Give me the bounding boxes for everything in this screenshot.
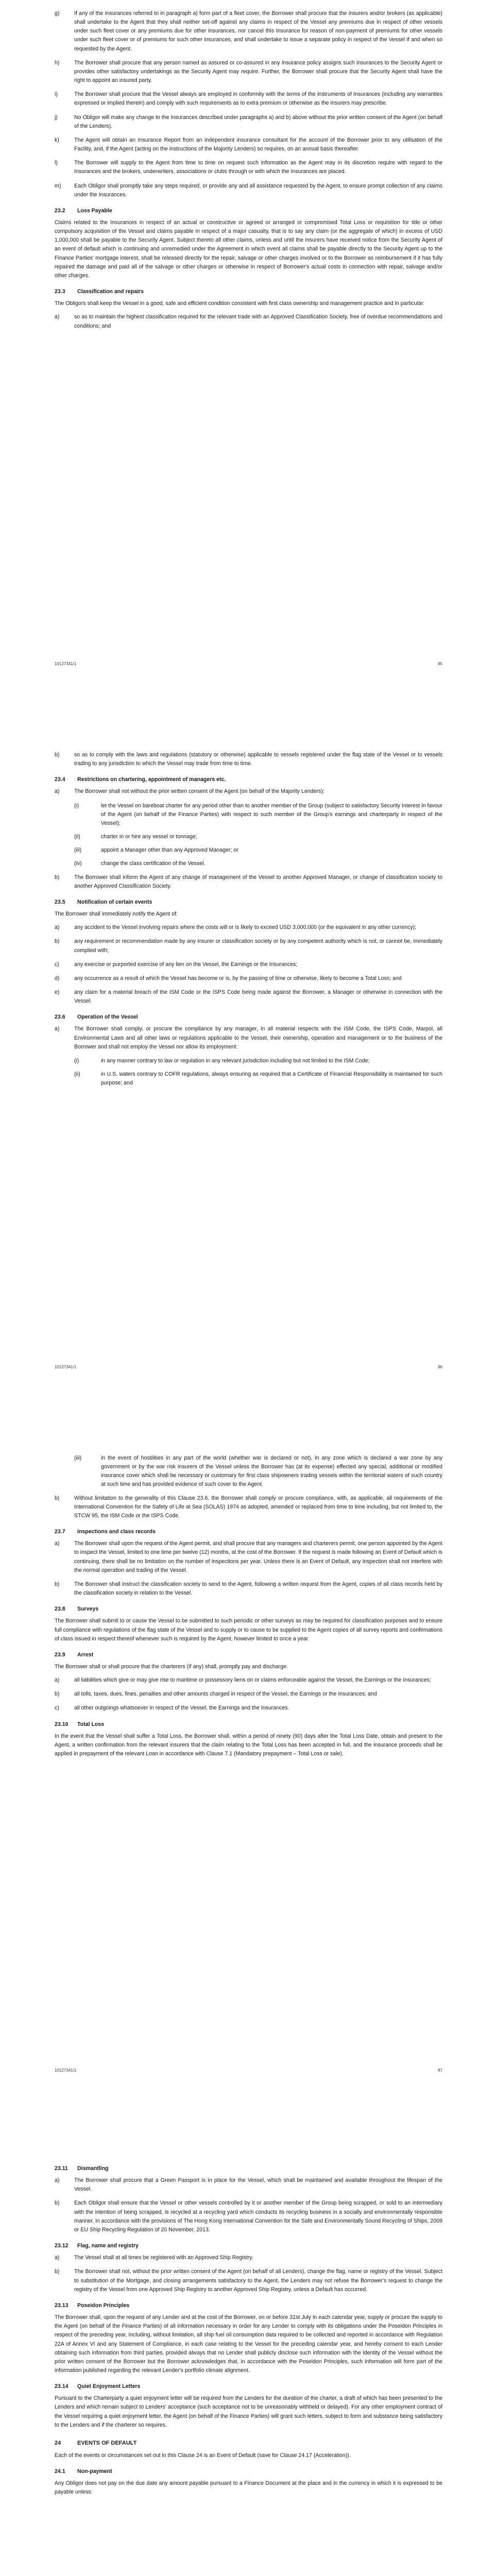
document-page	[0, 0, 497, 703]
section-heading-text: Surveys	[77, 1606, 99, 1613]
section-heading	[55, 207, 442, 215]
page-content	[55, 9, 442, 331]
paragraph: The Borrower shall immediately notify the Agent of:	[55, 911, 178, 918]
clause-item-number: a)	[55, 924, 60, 931]
section-heading	[55, 775, 442, 784]
clause-item-number: b)	[55, 2268, 60, 2275]
clause-item	[55, 90, 442, 108]
clause-item	[55, 1690, 442, 1699]
section-heading-number: 23.14	[55, 2383, 68, 2390]
clause-item	[55, 1676, 442, 1685]
sub-clause-item-number: (ii)	[74, 834, 80, 840]
clause-item	[55, 988, 442, 1006]
clause-item-number: c)	[55, 961, 59, 968]
section-heading-number: 23.11	[55, 2165, 68, 2172]
clause-item-number: e)	[55, 989, 60, 995]
clause-item	[55, 2267, 442, 2294]
clause-item-number: b)	[55, 938, 60, 945]
sub-clause-item-number: (iii)	[74, 847, 82, 854]
clause-item	[55, 9, 442, 54]
footer-reference: 10127341/1	[55, 2068, 77, 2073]
chapter-heading-text: EVENTS OF DEFAULT	[77, 2439, 137, 2446]
paragraph: The Borrower shall or shall procure that the charterers (if any) shall, promptly pay and discharge:	[55, 1663, 288, 1670]
clause-item	[55, 113, 442, 131]
sub-clause-item-number: (ii)	[74, 1071, 80, 1078]
clause-item	[55, 182, 442, 199]
clause-item-text: Without limitation to the generality of this Clause 23.6, the Borrower shall comply or procure compliance, with, as applicable, all requirements of the International Convention for the Safety of Life at Sea (SOLAS) 1974 as adopted, amended or replaced from time to time including, but not limited to, the STCW 95, the ISM Code or the ISPS Code.	[74, 1495, 442, 1519]
section-heading	[55, 287, 442, 296]
footer-reference: 10127341/1	[55, 1365, 77, 1369]
section-heading-number: 23.5	[55, 899, 65, 905]
page-number: 87	[438, 2068, 442, 2073]
section-heading	[55, 2242, 442, 2250]
section-heading	[55, 2301, 442, 2310]
paragraph: Claims related to the Insurances in respect of an actual or constructive or agreed or arranged or compromised Total Loss or requisition for title or other compulsory acquisition of the Vessel and claims payable in respect of a major casualty, that is to say any claim (or the aggregate of which) in excess of USD 1,000,000 shall be payable to the Security Agent. Subject thereto all other claims, unless and until the insurers have received notice from the Security Agent of an event of default which is continuing and unremedied under the Agreement in which event all claims shall be payable directly to the Security Agent up to the Finance Parties' mortgage interest, shall be released directly for the repair, salvage or other charges involved or to the Borrower as reimbursement if it has fully repaired the damage and paid all of the salvage or other charges or otherwise in respect of Borrower's actual costs in connection with repair, salvage and/or other charges.	[55, 219, 442, 279]
section-heading-number: 23.12	[55, 2243, 68, 2249]
sub-clause-item	[74, 1057, 442, 1065]
clause-item	[55, 136, 442, 154]
clause-item-text: all other outgoings whatsoever in respect of the Vessel, the Earnings and the Insurances.	[74, 1705, 289, 1711]
sub-clause-item-number: (iii)	[74, 1455, 82, 1461]
section-heading	[55, 1013, 442, 1022]
clause-item-number: a)	[55, 1026, 60, 1032]
clause-item-text: The Borrower shall procure that any person named as assured or co-assured in any insurance policy assigns such insurances to the Security Agent or provides other satisfactory undertakings as the Security Agent may require. Further, the Borrower shall procure that the Security Agent shall have the right to appoint an insured party.	[74, 59, 442, 84]
sub-clause-item-text: appoint a Manager other than any Approved Manager; or	[101, 847, 238, 854]
section-heading-number: 23.6	[55, 1014, 65, 1021]
paragraph: Any Obligor does not pay on the due date any amount payable pursuant to a Finance Document at the place and in the currency in which it is expressed to be payable unless:	[55, 2480, 442, 2496]
sub-clause-item-text: charter in or hire any vessel or tonnage;	[101, 834, 197, 840]
sub-clause-item-text: change the class certification of the Vessel.	[101, 860, 205, 867]
section-heading-number: 24.1	[55, 2468, 65, 2475]
clause-item	[55, 751, 442, 768]
chapter-heading	[55, 2439, 442, 2448]
clause-item	[55, 1025, 442, 1051]
clause-item-text: The Borrower shall instruct the classification society to send to the Agent, following a written request from the Agent, copies of all class records held by the classification society in relation to the Vessel.	[74, 1581, 442, 1597]
clause-item	[55, 974, 442, 983]
sub-clause-item	[74, 846, 442, 855]
clause-item-text: No Obligor will make any change to the Insurances described under paragraphs a) and b) above without the prior written consent of the Agent (on behalf of the Lenders).	[74, 114, 442, 129]
clause-item-text: any exercise or purported exercise of any lien on the Vessel, the Earnings or the Insurances;	[74, 961, 298, 968]
paragraph: Each of the events or circumstances set out in this Clause 24 is an Event of Default (save for Clause 24.17 (Acceleration)).	[55, 2452, 351, 2459]
clause-item	[55, 159, 442, 176]
section-heading-text: Quiet Enjoyment Letters	[77, 2383, 141, 2390]
section-heading-text: Loss Payable	[77, 207, 112, 214]
sub-clause-item	[74, 833, 442, 841]
clause-item-number: h)	[55, 59, 60, 66]
clause-item-number: a)	[55, 1540, 60, 1547]
section-heading-text: Non-payment	[77, 2468, 112, 2475]
sub-clause-item	[74, 859, 442, 868]
section-heading	[55, 1720, 442, 1729]
clause-item	[55, 937, 442, 955]
clause-item-text: The Borrower shall inform the Agent of any change of management of the Vessel to another Approved Manager, or change of classification society to another Approved Classification Society.	[74, 874, 442, 889]
section-heading	[55, 1651, 442, 1659]
section-heading-text: Restrictions on chartering, appointment of managers etc.	[77, 776, 226, 783]
section-heading-text: Notification of certain events	[77, 899, 152, 905]
clause-item-text: any claim for a material breach of the ISM Code or the ISPS Code being made against the Borrower, a Manager or otherwise in connection with the Vessel.	[74, 989, 442, 1005]
section-heading	[55, 1528, 442, 1536]
clause-item-number: m)	[55, 182, 61, 189]
sub-clause-item-text: in any manner contrary to law or regulation in any relevant jurisdiction including but not limited to the ISM Code;	[101, 1057, 370, 1064]
clause-item-text: The Borrower shall not, without the prior written consent of the Agent (on behalf of all Lenders), change the flag, name or registry of the Vessel. Subject to substitution of the Mortgage, and closing arrangements satisfactory to the Agent, the Lenders may not refuse the Borrower's request to change the registry of the Vessel from one Approved Ship Registry to another Approved Ship Registry, unless a Default has occurred.	[74, 2268, 442, 2293]
clause-item-text: The Borrower shall not without the prior written consent of the Agent (on behalf of the Majority Lenders):	[74, 788, 324, 795]
clause-item-number: b)	[55, 2200, 60, 2207]
clause-item-text: any accident to the Vessel involving repairs where the costs will or is likely to exceed USD 3,000,000 (or the equivalent in any other currency);	[74, 924, 417, 931]
paragraph: The Obligors shall keep the Vessel in a good, safe and efficient condition consistent with first class ownership and management practice and in particular:	[55, 300, 425, 307]
clause-item-text: so as to comply with the laws and regulations (statutory or otherwise) applicable to vessels registered under the flag state of the Vessel or to vessels trading to any jurisdiction to which the Vessel may trade from time to time.	[74, 752, 442, 767]
clause-item-number: b)	[55, 1495, 60, 1501]
section-heading-number: 23.8	[55, 1606, 65, 1613]
paragraph: Pursuant to the Charterparty a quiet enjoyment letter will be required from the Lenders for the duration of the charter, a draft of which has been presented to the Lenders and which remain subject to Lenders' acceptance (such acceptance not to be unreasonably withheld or delayed). For any other employment contract of the Vessel requiring a quiet enjoyment letter, the Agent (on behalf of the Finance Parties) will grant such letters, subject to form and substance being satisfactory to the Lenders and if the charterer so requires.	[55, 2395, 442, 2428]
section-heading-number: 23.4	[55, 776, 65, 783]
section-heading	[55, 2164, 442, 2173]
clause-item-text: Each Obligor shall promptly take any steps required, or provide any and all assistance requested by the Agent, to ensure prompt collection of any claims under the Insurances.	[74, 182, 442, 198]
clause-item	[55, 1704, 442, 1713]
clause-item-number: d)	[55, 975, 60, 981]
clause-item-text: all tolls, taxes, dues, fines, penalties and other amounts charged in respect of the Vessel, the Earnings or the Insurances; and	[74, 1691, 377, 1698]
section-heading-number: 23.7	[55, 1529, 65, 1535]
sub-clause-item-text: let the Vessel on bareboat charter for any period other than to another member of the Group (subject to satisfactory Security Interest in favour of the Agent (on behalf of the Finance Parties) with respect to such member of the Group's earnings and charterparty in respect of the Vessel);	[101, 802, 442, 826]
page-content	[55, 751, 442, 1088]
section-heading	[55, 2467, 442, 2476]
clause-item-text: The Borrower will supply to the Agent from time to time on request such information as the Agent may in its discretion require with regard to the Insurances and the brokers, underwriters, associations or clubs through or with which the Insurances are placed.	[74, 160, 442, 175]
section-heading	[55, 2382, 442, 2391]
footer-reference: 10127341/1	[55, 662, 77, 666]
clause-item	[55, 313, 442, 330]
clause-item-number: a)	[55, 1677, 60, 1684]
sub-clause-item-number: (iv)	[74, 860, 82, 867]
page-number: 86	[438, 1365, 442, 1369]
sub-clause-item-text: in the event of hostilities in any part of the world (whether war is declared or not), in any zone which is declared a war zone by any government or by the war risk insurers of the Vessel unless the Borrower has (at its expense) effected any special, additional or modified insurance cover which shall be necessary or customary for first class shipowners trading vessels within the territorial waters of such country at such time and has provided evidence of such cover to the Agent.	[101, 1455, 442, 1488]
clause-item-text: If any of the Insurances referred to in paragraph a) form part of a fleet cover, the Borrower shall procure that the insurers and/or brokers (as applicable) shall undertake to the Agent that they shall neither set-off against any claims in respect of the Vessel any premiums due in respect of other vessels under such fleet cover or any premiums due for other insurances, nor cancel this Insurance for reason of non-payment of premiums for other vessels under such fleet cover or of premiums for such other insurances, and shall undertake to issue a separate policy in respect of the Vessel if and when so requested by the Agent.	[74, 10, 442, 52]
clause-item-text: The Borrower shall upon the request of the Agent permit, and shall procure that any managers and charterers permit, one person appointed by the Agent to inspect the Vessel, limited to one time per twelve (12) months, at the cost of the Borrower. If the request is made following an Event of Default which is continuing, there shall be no limitation on the number of inspections per year. Unless there is an Event of Default, any inspection shall not interfere with the normal operation and trading of the Vessel.	[74, 1540, 442, 1573]
sub-clause-item	[74, 802, 442, 828]
section-heading-text: Classification and repairs	[77, 289, 144, 295]
clause-item-number: k)	[55, 137, 59, 143]
section-heading	[55, 898, 442, 907]
clause-item	[55, 1539, 442, 1575]
section-heading-text: Flag, name and registry	[77, 2243, 139, 2249]
paragraph: The Borrower shall, upon the request of any Lender and at the cost of the Borrower, on or before 31st July in each calendar year, supply or procure the supply to the Agent (on behalf of the Finance Parties) of all information necessary in order for any Lender to comply with its obligations under the Poseidon Principles in respect of the preceding year, including, without limitation, all ship fuel oil consumption data required to be collected and reported in accordance with Regulation 22A of Annex VI and any Statement of Compliance, in each case relating to the Vessel for the preceding calendar year, and hereby consent to each Lender obtaining such information from third parties, provided always that no Lender shall publicly disclose such information with the identity of the Vessel without the prior written consent of the Borrower but the Borrower acknowledges that, in accordance with the Poseidon Principles, such information will form part of the information published regarding the relevant Lender's portfolio climate alignment.	[55, 2314, 442, 2374]
clause-item-text: The Agent will obtain an Insurance Report from an independent insurance consultant for the account of the Borrower prior to any utilisation of the Facility, and, if the Agent (acting on the instructions of the Majority Lenders) so requires, on an annual basis thereafter.	[74, 137, 442, 152]
clause-item-number: i)	[55, 91, 58, 98]
clause-item	[55, 1494, 442, 1520]
section-heading-number: 23.9	[55, 1651, 65, 1658]
chapter-heading-number: 24	[55, 2439, 61, 2446]
clause-item-number: a)	[55, 2255, 60, 2261]
clause-item-text: any occurrence as a result of which the Vessel has become or is, by the passing of time or otherwise, likely to become a Total Loss; and	[74, 975, 402, 981]
document-page	[0, 2110, 497, 2576]
clause-item	[55, 787, 442, 796]
section-heading-text: Dismantling	[77, 2165, 109, 2172]
section-heading-number: 23.13	[55, 2302, 68, 2309]
clause-item-number: j)	[55, 114, 58, 121]
clause-item-text: all liabilities which give or may give rise to maritime or possessory liens on or claims enforceable against the Vessel, the Earnings or the Insurances;	[74, 1677, 432, 1684]
page-content	[55, 2164, 442, 2497]
document-page	[0, 703, 497, 1406]
clause-item-number: b)	[55, 1581, 60, 1587]
clause-item-number: b)	[55, 752, 60, 758]
section-heading-text: Arrest	[77, 1651, 94, 1658]
paragraph: The Borrower shall submit to or cause the Vessel to be submitted to such periodic or other surveys as may be required for classification purposes and to ensure full compliance with regulations of the flag state of the Vessel and to supply or to cause to be supplied to the Agent copies of all survey reports and confirmations of class issued in respect thereof whenever such is required by the Agent, however limited to once a year.	[55, 1618, 442, 1642]
page-number: 85	[438, 662, 442, 666]
section-heading	[55, 1605, 442, 1614]
clause-item	[55, 873, 442, 891]
sub-clause-item-number: (i)	[74, 802, 79, 809]
clause-item	[55, 1580, 442, 1598]
page-content	[55, 1454, 442, 1758]
section-heading-text: Inspections and class records	[77, 1529, 156, 1535]
clause-item-text: The Borrower shall procure that a Green Passport is in place for the Vessel, which shall be maintained and available throughout the lifespan of the Vessel.	[74, 2177, 442, 2193]
sub-clause-item-text: in U.S. waters contrary to COFR regulations, always ensuring as required that a Certificate of Financial Responsibility is maintained for such purpose; and	[101, 1071, 442, 1087]
clause-item-number: a)	[55, 2177, 60, 2184]
sub-clause-item-number: (i)	[74, 1057, 79, 1064]
section-heading-number: 23.10	[55, 1721, 68, 1727]
clause-item	[55, 59, 442, 85]
clause-item	[55, 923, 442, 932]
section-heading-text: Poseidon Principles	[77, 2302, 130, 2309]
section-heading-number: 23.2	[55, 207, 65, 214]
clause-item-text: any requirement or recommendation made by any insurer or classification society or by any competent authority which is not, or cannot be, immediately complied with;	[74, 938, 442, 954]
clause-item-text: so as to maintain the highest classification required for the relevant trade with an Approved Classification Society, free of overdue recommendations and conditions; and	[74, 314, 442, 329]
clause-item-text: The Borrower shall comply, or procure the compliance by any manager, in all material respects with the ISM Code, the ISPS Code, Marpol, all Environmental Laws and all other laws or regulations applicable to the Vessel, their ownership, operation and management or to the business of the Borrower and shall not employ the Vessel nor allow its employment:	[74, 1026, 442, 1050]
clause-item	[55, 2176, 442, 2194]
section-heading-text: Total Loss	[77, 1721, 105, 1727]
clause-item-number: a)	[55, 314, 60, 320]
clause-item-text: Each Obligor shall ensure that the Vessel or other vessels controlled by it or another member of the Group being scrapped, or sold to an intermediary with the intention of being scrapped, is recycled at a recycling yard which conducts its recycling business in a socially and environmentally responsible manner, in accordance with the provisions of The Hong Kong International Convention for the Safe and Environmentally Sound Recycling of Ships, 2009 or EU Ship Recycling Regulation of 20 November, 2013.	[74, 2200, 442, 2233]
clause-item-number: c)	[55, 1705, 59, 1711]
sub-clause-item	[74, 1454, 442, 1489]
clause-item-text: The Vessel shall at all times be registered with an Approved Ship Registry.	[74, 2255, 253, 2261]
sub-clause-item	[74, 1070, 442, 1088]
clause-item-number: b)	[55, 1691, 60, 1698]
clause-item-number: a)	[55, 788, 60, 795]
clause-item-number: l)	[55, 160, 58, 166]
clause-item-text: The Borrower shall procure that the Vessel always are employed in conformity with the terms of the instruments of Insurances (including any warranties expressed or implied therein) and comply with such requirements as to extra premium or otherwise as the insurers may prescribe.	[74, 91, 442, 107]
clause-item	[55, 960, 442, 969]
paragraph: In the event that the Vessel shall suffer a Total Loss, the Borrower shall, within a period of ninety (90) days after the Total Loss Date, obtain and present to the Agent, a written confirmation from the relevant insurers that the claim relating to the Total Loss has been accepted in full, and the insurance proceeds shall be applied in prepayment of the relevant Loan in accordance with Clause 7.1 (Mandatory prepayment – Total Loss or sale).	[55, 1733, 442, 1757]
clause-item-number: g)	[55, 10, 60, 16]
clause-item	[55, 2199, 442, 2234]
section-heading-text: Operation of the Vessel	[77, 1014, 138, 1021]
section-heading-number: 23.3	[55, 289, 65, 295]
clause-item	[55, 2253, 442, 2262]
clause-item-number: b)	[55, 874, 60, 880]
document-page	[0, 1406, 497, 2110]
